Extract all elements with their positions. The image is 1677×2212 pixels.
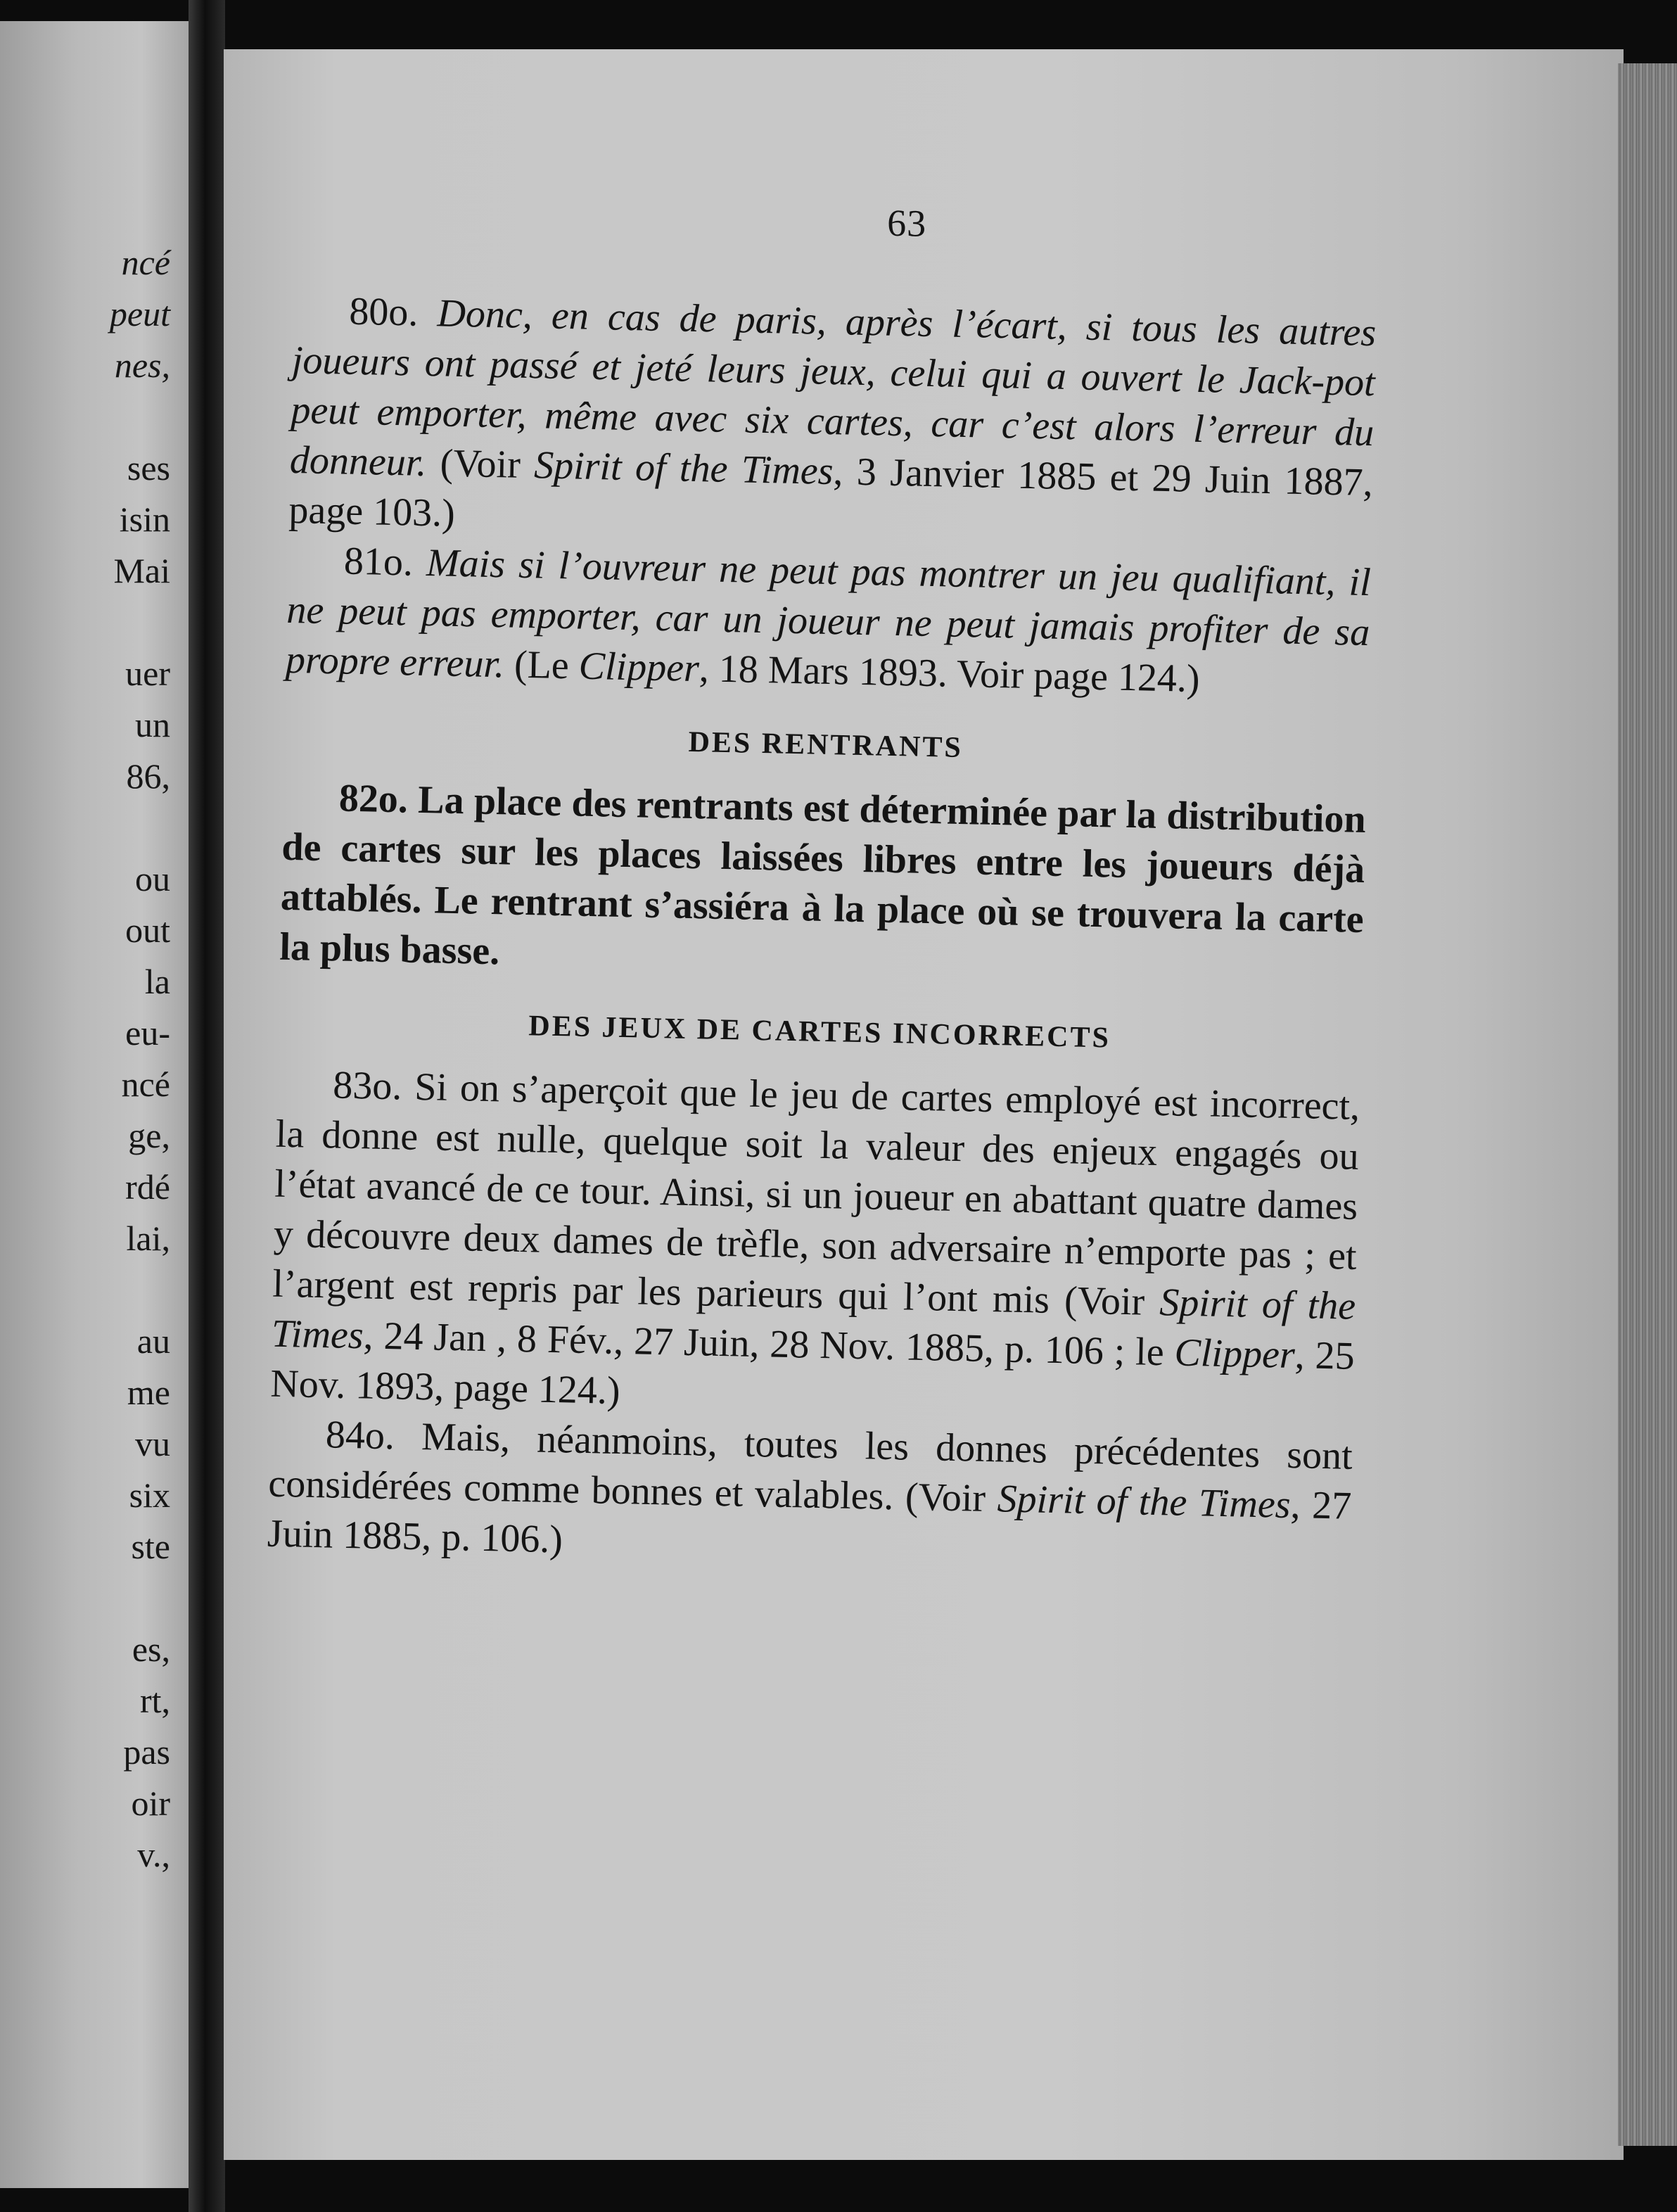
left-page-line: ncé [121,243,170,282]
previous-page-fragment [0,21,189,2188]
page-text-block [267,191,1378,1582]
left-page-line: ste [131,1527,170,1566]
paragraph-81 [285,535,1371,708]
left-page-line: isin [119,500,170,539]
reference-details: , 3 Janvier 1885 et 29 Juin 1887, page 103.) [288,450,1374,535]
book-gutter [189,0,225,2212]
left-page-line: ses [127,448,170,488]
left-page-line: uer [125,654,170,693]
left-page-line: un [135,705,170,744]
section-heading-incorrects: DES JEUX DE CARTES INCORRECTS [528,1010,1111,1055]
paragraph-reference [288,441,1373,535]
paragraph-83 [270,1060,1360,1432]
left-page-line: oir [131,1784,170,1823]
reference-open: (Voir [905,1475,986,1520]
paragraph-text: Si on s’aperçoit que le jeu de cartes employé est incorrect, la donne est nulle, quelque soit la valeur des enjeux engagés ou l’état avancé de ce tour. Ainsi, si un joueur en abattant quatre dames y découvre deux dames de trèfle, son adversaire n’emporte pas ; et l’argent est repris par les parieurs qui l’ont mis [272,1064,1360,1322]
paragraph-number: 82o. [338,776,409,822]
paragraph-text: Donc, en cas de paris, après l’écart, si tous les autres joueurs ont passé et jeté leurs jeux, celui qui a ouvert le Jack-pot peut emporter, même avec six cartes, car c’est alors l’erreur du donneur. [289,291,1377,485]
reference-details-secondary: , 25 Nov. 1893, page 124.) [269,1333,1356,1413]
paragraph-text: Mais, néanmoins, toutes les donnes précédentes sont considérées comme bonnes et valables. [267,1415,1353,1519]
reference-source: Spirit of the Times [997,1477,1292,1527]
paragraph-number: 80o. [348,289,419,335]
reference-details: , 27 Juin 1885, p. 106.) [267,1483,1352,1562]
paragraph-82 [279,773,1367,995]
paragraph-80 [288,286,1377,558]
paragraph-84 [267,1409,1353,1582]
paragraph-number: 81o. [343,539,414,585]
left-page-line: la [144,962,170,1001]
left-page-line: rdé [125,1167,170,1207]
left-page-line: ou [135,859,170,898]
left-page-line: six [129,1475,170,1515]
left-page-line: vu [135,1424,170,1463]
paragraph-text: La place des rentrants est déterminée par la distribution de cartes sur les places laissées libres entre les joueurs déjà attablés. Le rentrant s’assiéra à la place où se trouvera la carte la plus basse. [279,777,1367,974]
reference-open: (Le [514,642,570,688]
page-edges [1618,63,1677,2146]
paragraph-reference [514,643,1200,701]
paragraph-number: 84o. [325,1413,395,1458]
reference-details: , 24 Jan , 8 Fév., 27 Juin, 28 Nov. 1885, p. 106 ; le [363,1314,1165,1375]
section-heading-rentrants: DES RENTRANTS [688,725,964,765]
reference-source-secondary: Clipper [1174,1330,1296,1378]
left-page-line: v., [137,1835,170,1874]
paragraph-number: 83o. [332,1063,403,1109]
left-page-line: ncé [121,1064,170,1104]
reference-open: (Voir [440,441,521,487]
left-page-line: eu- [125,1013,170,1053]
left-page-line: lai, [126,1219,170,1258]
page-number: 63 [886,201,927,245]
reference-source: Clipper [578,644,700,691]
left-page-line: out [125,910,170,950]
left-page-line: Mai [113,551,170,590]
left-page-line: 86, [126,756,170,796]
left-page-line: me [127,1373,170,1412]
reference-source: Spirit of the Times [271,1280,1356,1358]
left-page-line: rt, [139,1681,170,1720]
left-page-line: es, [132,1629,170,1669]
reference-source: Spirit of the Times [533,443,834,494]
left-page-line: nes, [114,345,170,385]
reference-open: (Voir [1064,1278,1145,1324]
left-page-line: ge, [128,1116,170,1155]
left-page-line: pas [123,1732,170,1772]
paragraph-text: Mais si l’ouvreur ne peut pas montrer un jeu qualifiant, il ne peut pas emporter, car un joueur ne peut jamais profiter de sa propre erreur. [285,541,1372,687]
left-page-line: au [136,1321,170,1361]
reference-details: , 18 Mars 1893. Voir page 124.) [699,647,1201,701]
left-page-line: peut [109,294,170,333]
